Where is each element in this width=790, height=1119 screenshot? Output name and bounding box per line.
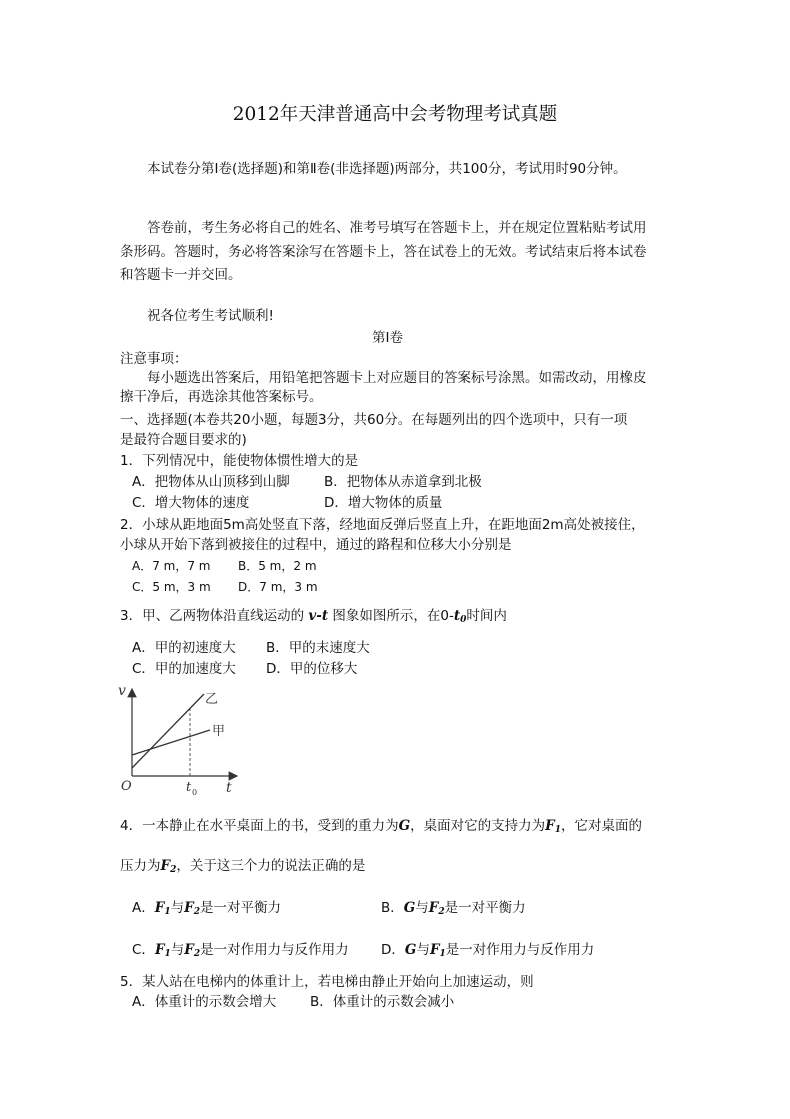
q3-stem-part-a: 3．甲、乙两物体沿直线运动的 (120, 608, 305, 624)
q4-option-c (132, 941, 349, 963)
line-jia (132, 730, 210, 755)
wish-text: 祝各位考生考试顺利! (147, 308, 274, 324)
q2-option-b: B．5 m，2 m (238, 559, 317, 573)
q1-option-d: D．增大物体的质量 (324, 495, 443, 511)
intro-text: 本试卷分第Ⅰ卷(选择题)和第Ⅱ卷(非选择题)两部分，共100分，考试用时90分钟。 (147, 161, 627, 177)
q4-b-f2: F (428, 900, 439, 916)
q4-a-f1: F (154, 900, 165, 916)
v-axis-label: v (118, 683, 126, 699)
t0-label-subscript: 0 (192, 788, 198, 797)
q3-vt-symbol: v-t (308, 608, 329, 624)
vt-graph (115, 683, 245, 798)
q5-stem: 5．某人站在电梯内的体重计上，若电梯由静止开始向上加速运动，则 (120, 974, 534, 990)
notes-heading: 注意事项： (120, 351, 188, 367)
q3-option-d: D．甲的位移大 (266, 661, 358, 677)
notes-line-1: 每小题选出答案后，用铅笔把答题卡上对应题目的答案标号涂黑。如需改动，用橡皮 (147, 370, 647, 386)
q4-a-f1-sub: 1 (164, 907, 171, 917)
q4-f2-subscript: 2 (170, 865, 177, 875)
q4-f1-subscript: 1 (554, 825, 561, 835)
q4-stem-part-a: 4．一本静止在水平桌面上的书，受到的重力为 (120, 818, 399, 834)
q4-option-d (381, 941, 594, 963)
q3-option-c: C．甲的加速度大 (132, 661, 236, 677)
instruction-line-2: 条形码。答题时，务必将答案涂写在答题卡上，答在试卷上的无效。考试结束后将本试卷 (120, 244, 647, 260)
q4-a-and: 与 (170, 900, 185, 916)
q4-d-and: 与 (416, 942, 430, 958)
q4-b-f2-sub: 2 (438, 907, 445, 917)
q3-stem (120, 607, 507, 629)
instruction-line-3: 和答题卡一并交回。 (120, 267, 242, 283)
q1-option-a: A．把物体从山顶移到山脚 (132, 474, 290, 490)
q3-t0-symbol: t (453, 608, 461, 624)
q2-option-c: C．5 m，3 m (132, 580, 211, 594)
q4-line2-part-b: ，关于这三个力的说法正确的是 (176, 858, 366, 874)
q4-c-f1: F (154, 942, 165, 958)
q4-d-f1: F (429, 942, 440, 958)
q4-stem-line-2 (120, 857, 365, 879)
q4-g-symbol: G (398, 818, 411, 834)
q4-b-text: 是一对平衡力 (444, 900, 526, 916)
origin-label: O (121, 779, 132, 794)
part1-line-1: 一、选择题(本卷共20小题，每题3分，共60分。在每题列出的四个选项中，只有一项 (120, 412, 628, 428)
jia-line-label: 甲 (212, 724, 226, 739)
q4-option-a (132, 899, 281, 921)
q2-stem-line-1: 2．小球从距地面5m高处竖直下落，经地面反弹后竖直上升，在距地面2m高处被接住， (120, 517, 645, 533)
q4-option-b (381, 899, 526, 921)
q3-option-a: A．甲的初速度大 (132, 640, 236, 656)
yi-line-label: 乙 (205, 692, 219, 707)
q4-c-f2: F (184, 942, 194, 958)
q4-a-f2-sub: 2 (193, 907, 200, 917)
q4-c-f1-sub: 1 (164, 949, 171, 959)
q4-d-prefix: D． (381, 942, 405, 958)
part1-line-2: 是最符合题目要求的) (120, 432, 247, 448)
q4-stem-part-c: ，它对桌面的 (560, 818, 642, 834)
instruction-line-1: 答卷前，考生务必将自己的姓名、准考号填写在答题卡上，并在规定位置粘贴考试用 (147, 220, 647, 236)
q4-c-text: 是一对作用力与反作用力 (200, 942, 349, 958)
q1-stem: 1．下列情况中，能使物体惯性增大的是 (120, 453, 359, 469)
q4-b-g: G (403, 900, 416, 916)
q4-d-f1-sub: 1 (439, 949, 446, 959)
q4-stem-part-b: ，桌面对它的支持力为 (410, 818, 546, 834)
q3-stem-part-c: 时间内 (466, 608, 507, 624)
t-axis-label: t (226, 780, 232, 796)
q1-option-c: C．增大物体的速度 (132, 495, 250, 511)
q2-stem-line-2: 小球从开始下落到被接住的过程中，通过的路程和位移大小分别是 (120, 537, 512, 553)
q4-d-g: G (404, 942, 417, 958)
q4-d-text: 是一对作用力与反作用力 (445, 942, 595, 958)
q4-b-prefix: B． (381, 900, 404, 916)
q4-a-text: 是一对平衡力 (199, 900, 281, 916)
section-heading: 第Ⅰ卷 (372, 330, 403, 346)
q4-c-prefix: C． (132, 942, 155, 958)
q4-f1-symbol: F (545, 818, 555, 834)
q2-option-a: A．7 m，7 m (132, 559, 211, 573)
q4-a-prefix: A． (132, 900, 155, 916)
line-yi (132, 694, 204, 768)
q1-option-b: B．把物体从赤道拿到北极 (324, 474, 482, 490)
q4-stem-line-1 (120, 817, 642, 839)
q4-c-and: 与 (170, 942, 185, 958)
q5-option-a: A．体重计的示数会增大 (132, 994, 277, 1010)
q4-f2-symbol: F (160, 858, 171, 874)
q2-option-d: D．7 m，3 m (238, 580, 318, 594)
page-title: 2012年天津普通高中会考物理考试真题 (232, 104, 558, 125)
q3-stem-part-b: 图象如图所示，在0- (332, 608, 454, 624)
q4-line2-part-a: 压力为 (120, 858, 161, 874)
notes-line-2: 擦干净后，再选涂其他答案标号。 (120, 389, 323, 405)
q4-c-f2-sub: 2 (193, 949, 201, 959)
q4-a-f2: F (184, 900, 194, 916)
t0-label: t (186, 780, 192, 795)
q3-t0-subscript: 0 (460, 615, 467, 625)
q3-option-b: B．甲的末速度大 (266, 640, 370, 656)
q5-option-b: B．体重计的示数会减小 (310, 994, 455, 1010)
q4-b-and: 与 (415, 900, 429, 916)
